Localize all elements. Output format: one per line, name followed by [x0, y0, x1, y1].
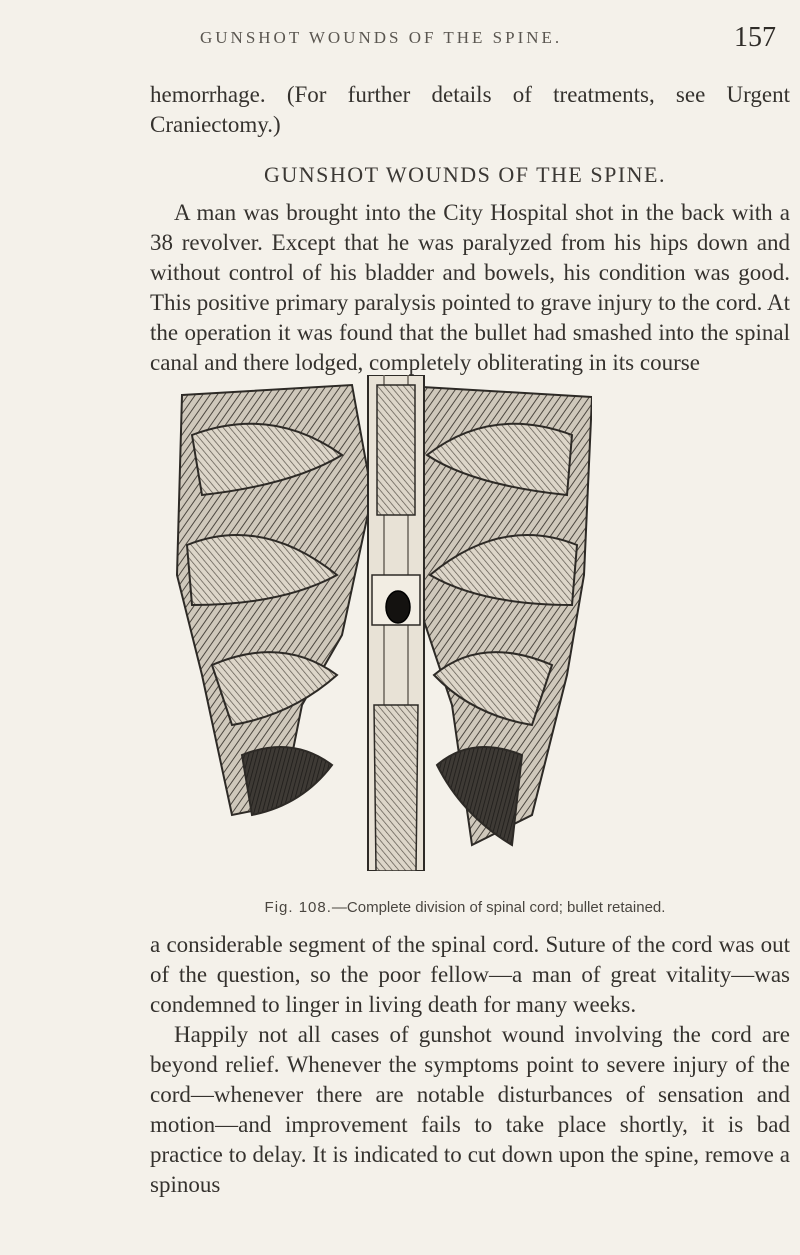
figure-caption-text: —Complete division of spinal cord; bullet retained. [331, 899, 666, 916]
paragraph-after-figure: a considerable segment of the spinal cord. Suture of the cord was out of the question, so the poor fellow—a man of great vitality—was condemned to linger in living death for many weeks. [150, 932, 790, 1017]
paragraph-case: A man was brought into the City Hospital shot in the back with a 38 revolver. Except that he was paralyzed from his hips down and without control of his bladder and bowels, his condition was good. This positive primary paralysis pointed to grave injury to the cord. At the operation it was found that the bullet had smashed into the spinal canal and there lodged, completely obliterating in its course [150, 200, 790, 375]
figure-label: Fig. 108. [264, 899, 332, 916]
section-heading: GUNSHOT WOUNDS OF THE SPINE. [264, 162, 666, 187]
text-block-top [150, 80, 790, 140]
paragraph-happily: Happily not all cases of gunshot wound involving the cord are beyond relief. Whenever the symptoms point to severe injury of the cord—whenever there are notable disturbances of sensation and motion—and improvement fails to take place shortly, it is bad practice to delay. It is indicated to cut down upon the spine, remove a spinous [150, 1022, 790, 1197]
paragraph-continued: hemorrhage. (For further details of treatments, see Urgent Craniectomy.) [150, 82, 790, 137]
text-block-case [150, 198, 790, 378]
running-head [0, 22, 800, 54]
bullet [386, 591, 410, 623]
spine-engraving-svg [172, 375, 592, 871]
spine-illustration [172, 375, 592, 871]
page-number: 157 [734, 22, 776, 53]
figure-caption [150, 899, 780, 916]
text-block-bottom [150, 930, 790, 1200]
running-title: GUNSHOT WOUNDS OF THE SPINE. [200, 28, 563, 47]
